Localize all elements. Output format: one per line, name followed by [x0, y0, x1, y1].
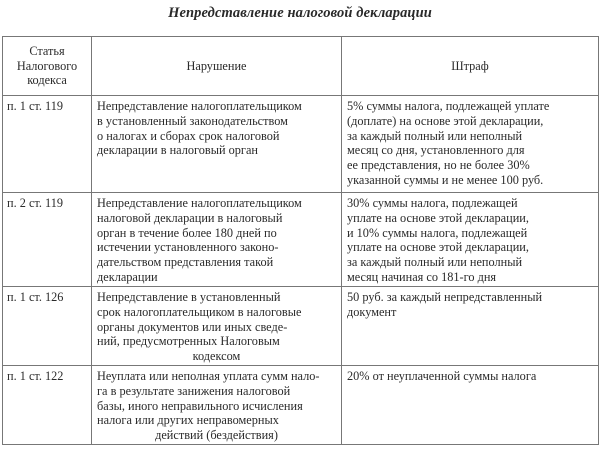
penalty-cell: [342, 96, 599, 193]
penalty-line: уплате на основе этой декларации,: [347, 210, 529, 225]
penalty-line: за каждый полный или неполный: [347, 128, 523, 143]
violation-line: кодексом: [192, 349, 241, 364]
violation-line: декларации: [97, 269, 158, 284]
penalty-line: (доплате) на основе этой декларации,: [347, 113, 544, 128]
table-row: [3, 193, 599, 287]
violation-line: действий (бездействия): [155, 428, 278, 443]
violation-line: срок налогоплательщиком в налоговые: [97, 304, 302, 319]
violation-line: орган в течение более 180 дней по: [97, 225, 277, 240]
penalty-cell: [342, 366, 599, 445]
penalty-line: за каждый полный или неполный: [347, 255, 523, 270]
penalty-line: и 10% суммы налога, подлежащей: [347, 225, 528, 240]
page-title: Непредставление налоговой декларации: [168, 5, 432, 21]
article-cell: п. 1 ст. 119: [3, 96, 92, 193]
table-row: [3, 96, 599, 193]
penalty-line: указанной суммы и не менее 100 руб.: [347, 172, 544, 187]
violation-line: га в результате занижения налоговой: [97, 383, 291, 398]
violation-line: налога или других неправомерных: [97, 413, 279, 428]
violation-line: Непредставление налогоплательщиком: [97, 99, 302, 113]
article-cell: п. 1 ст. 122: [3, 366, 92, 445]
header-article: Статья Налогового кодекса: [3, 37, 92, 96]
header-violation: Нарушение: [92, 37, 342, 96]
article-cell: п. 1 ст. 126: [3, 287, 92, 366]
violation-line: Непредставление налогоплательщиком: [97, 196, 302, 210]
penalty-line: 5% суммы налога, подлежащей уплате: [347, 99, 550, 113]
table-row: [3, 287, 599, 366]
article-cell: п. 2 ст. 119: [3, 193, 92, 287]
violation-cell: [92, 287, 342, 366]
penalties-table: [2, 36, 599, 445]
violation-cell: [92, 193, 342, 287]
penalty-line: 20% от неуплаченной суммы налога: [347, 369, 537, 383]
penalty-line: 30% суммы налога, подлежащей: [347, 196, 518, 210]
penalty-line: ее представления, но не более 30%: [347, 158, 530, 173]
penalty-cell: [342, 193, 599, 287]
violation-cell: [92, 366, 342, 445]
table-row: [3, 366, 599, 445]
violation-line: декларации в налоговый орган: [97, 143, 259, 158]
penalty-line: месяц начиная со 181-го дня: [347, 269, 497, 284]
violation-line: ний, предусмотренных Налоговым: [97, 334, 280, 349]
header-penalty: Штраф: [342, 37, 599, 96]
violation-line: в установленный законодательством: [97, 113, 288, 128]
violation-line: Непредставление в установленный: [97, 290, 281, 304]
violation-line: истечении установленного законо-: [97, 240, 279, 255]
penalty-line: месяц со дня, установленного для: [347, 143, 525, 158]
violation-line: органы документов или иных сведе-: [97, 319, 288, 334]
violation-line: базы, иного неправильного исчисления: [97, 398, 303, 413]
penalty-line: уплате на основе этой декларации,: [347, 240, 529, 255]
violation-line: Неуплата или неполная уплата сумм нало-: [97, 369, 320, 383]
penalty-cell: [342, 287, 599, 366]
violation-line: налоговой декларации в налоговый: [97, 210, 283, 225]
table-header-row: [3, 37, 599, 96]
penalty-line: 50 руб. за каждый непредставленный: [347, 290, 543, 304]
penalty-line: документ: [347, 304, 397, 319]
violation-cell: [92, 96, 342, 193]
violation-line: дательством представления такой: [97, 255, 274, 270]
violation-line: о налогах и сборах срок налоговой: [97, 128, 280, 143]
